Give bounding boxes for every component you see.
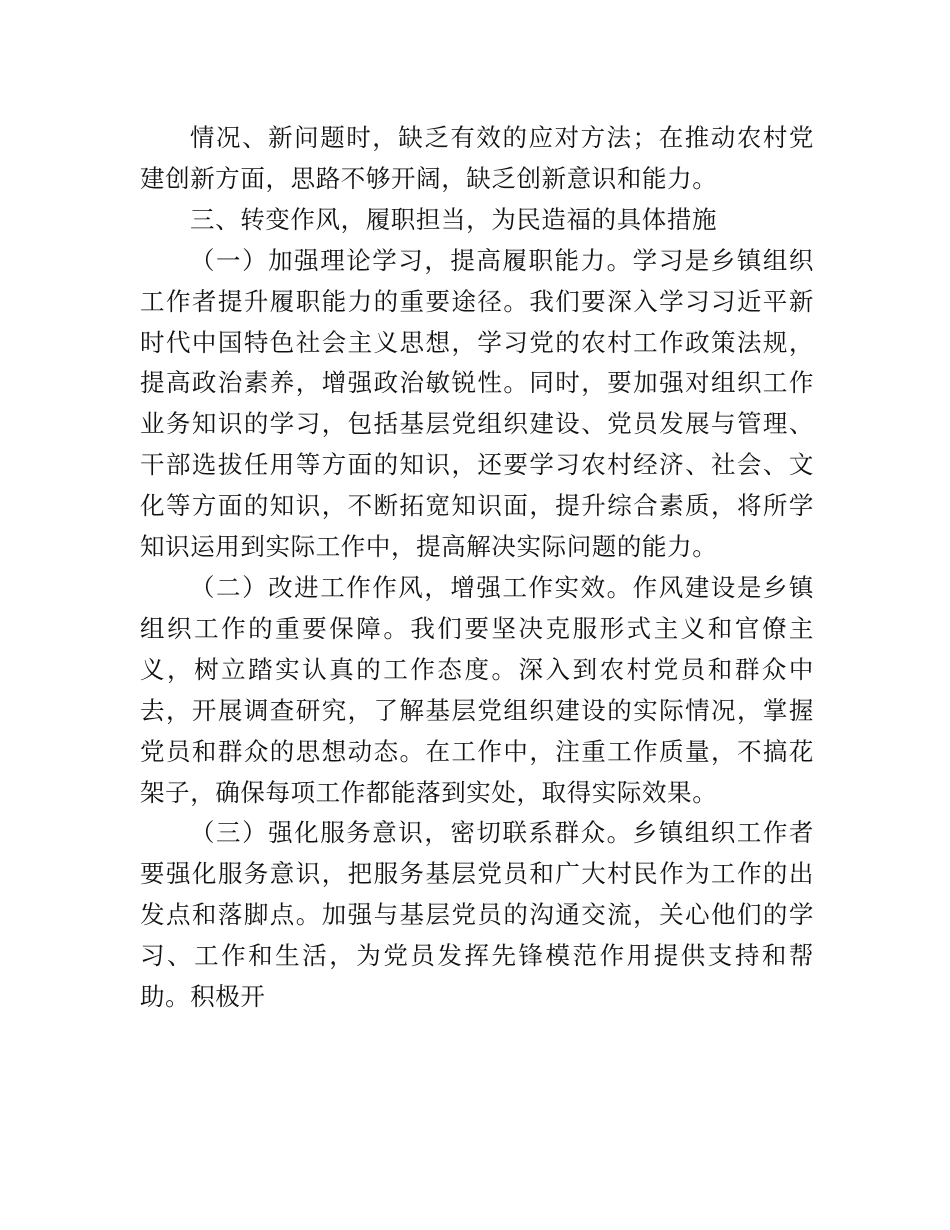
document-body	[140, 118, 814, 1018]
paragraph-measure-three: （三）强化服务意识，密切联系群众。乡镇组织工作者要强化服务意识，把服务基层党员和广大村民作为工作的出发点和落脚点。加强与基层党员的沟通交流，关心他们的学习、工作和生活，为党员发挥先锋模范作用提供支持和帮助。积极开	[140, 818, 814, 1012]
paragraph-continuation: 情况、新问题时，缺乏有效的应对方法；在推动农村党建创新方面，思路不够开阔，缺乏创新意识和能力。	[140, 123, 814, 193]
section-heading: 三、转变作风，履职担当，为民造福的具体措施	[190, 204, 718, 234]
paragraph-measure-two: （二）改进工作作风，增强工作实效。作风建设是乡镇组织工作的重要保障。我们要坚决克服形式主义和官僚主义，树立踏实认真的工作态度。深入到农村党员和群众中去，开展调查研究，了解基层党组织建设的实际情况，掌握党员和群众的思想动态。在工作中，注重工作质量，不搞花架子，确保每项工作都能落到实处，取得实际效果。	[140, 572, 814, 807]
paragraph-measure-one: （一）加强理论学习，提高履职能力。学习是乡镇组织工作者提升履职能力的重要途径。我们要深入学习习近平新时代中国特色社会主义思想，学习党的农村工作政策法规，提高政治素养，增强政治敏锐性。同时，要加强对组织工作业务知识的学习，包括基层党组织建设、党员发展与管理、干部选拔任用等方面的知识，还要学习农村经济、社会、文化等方面的知识，不断拓宽知识面，提升综合素质，将所学知识运用到实际工作中，提高解决实际问题的能力。	[140, 245, 814, 562]
